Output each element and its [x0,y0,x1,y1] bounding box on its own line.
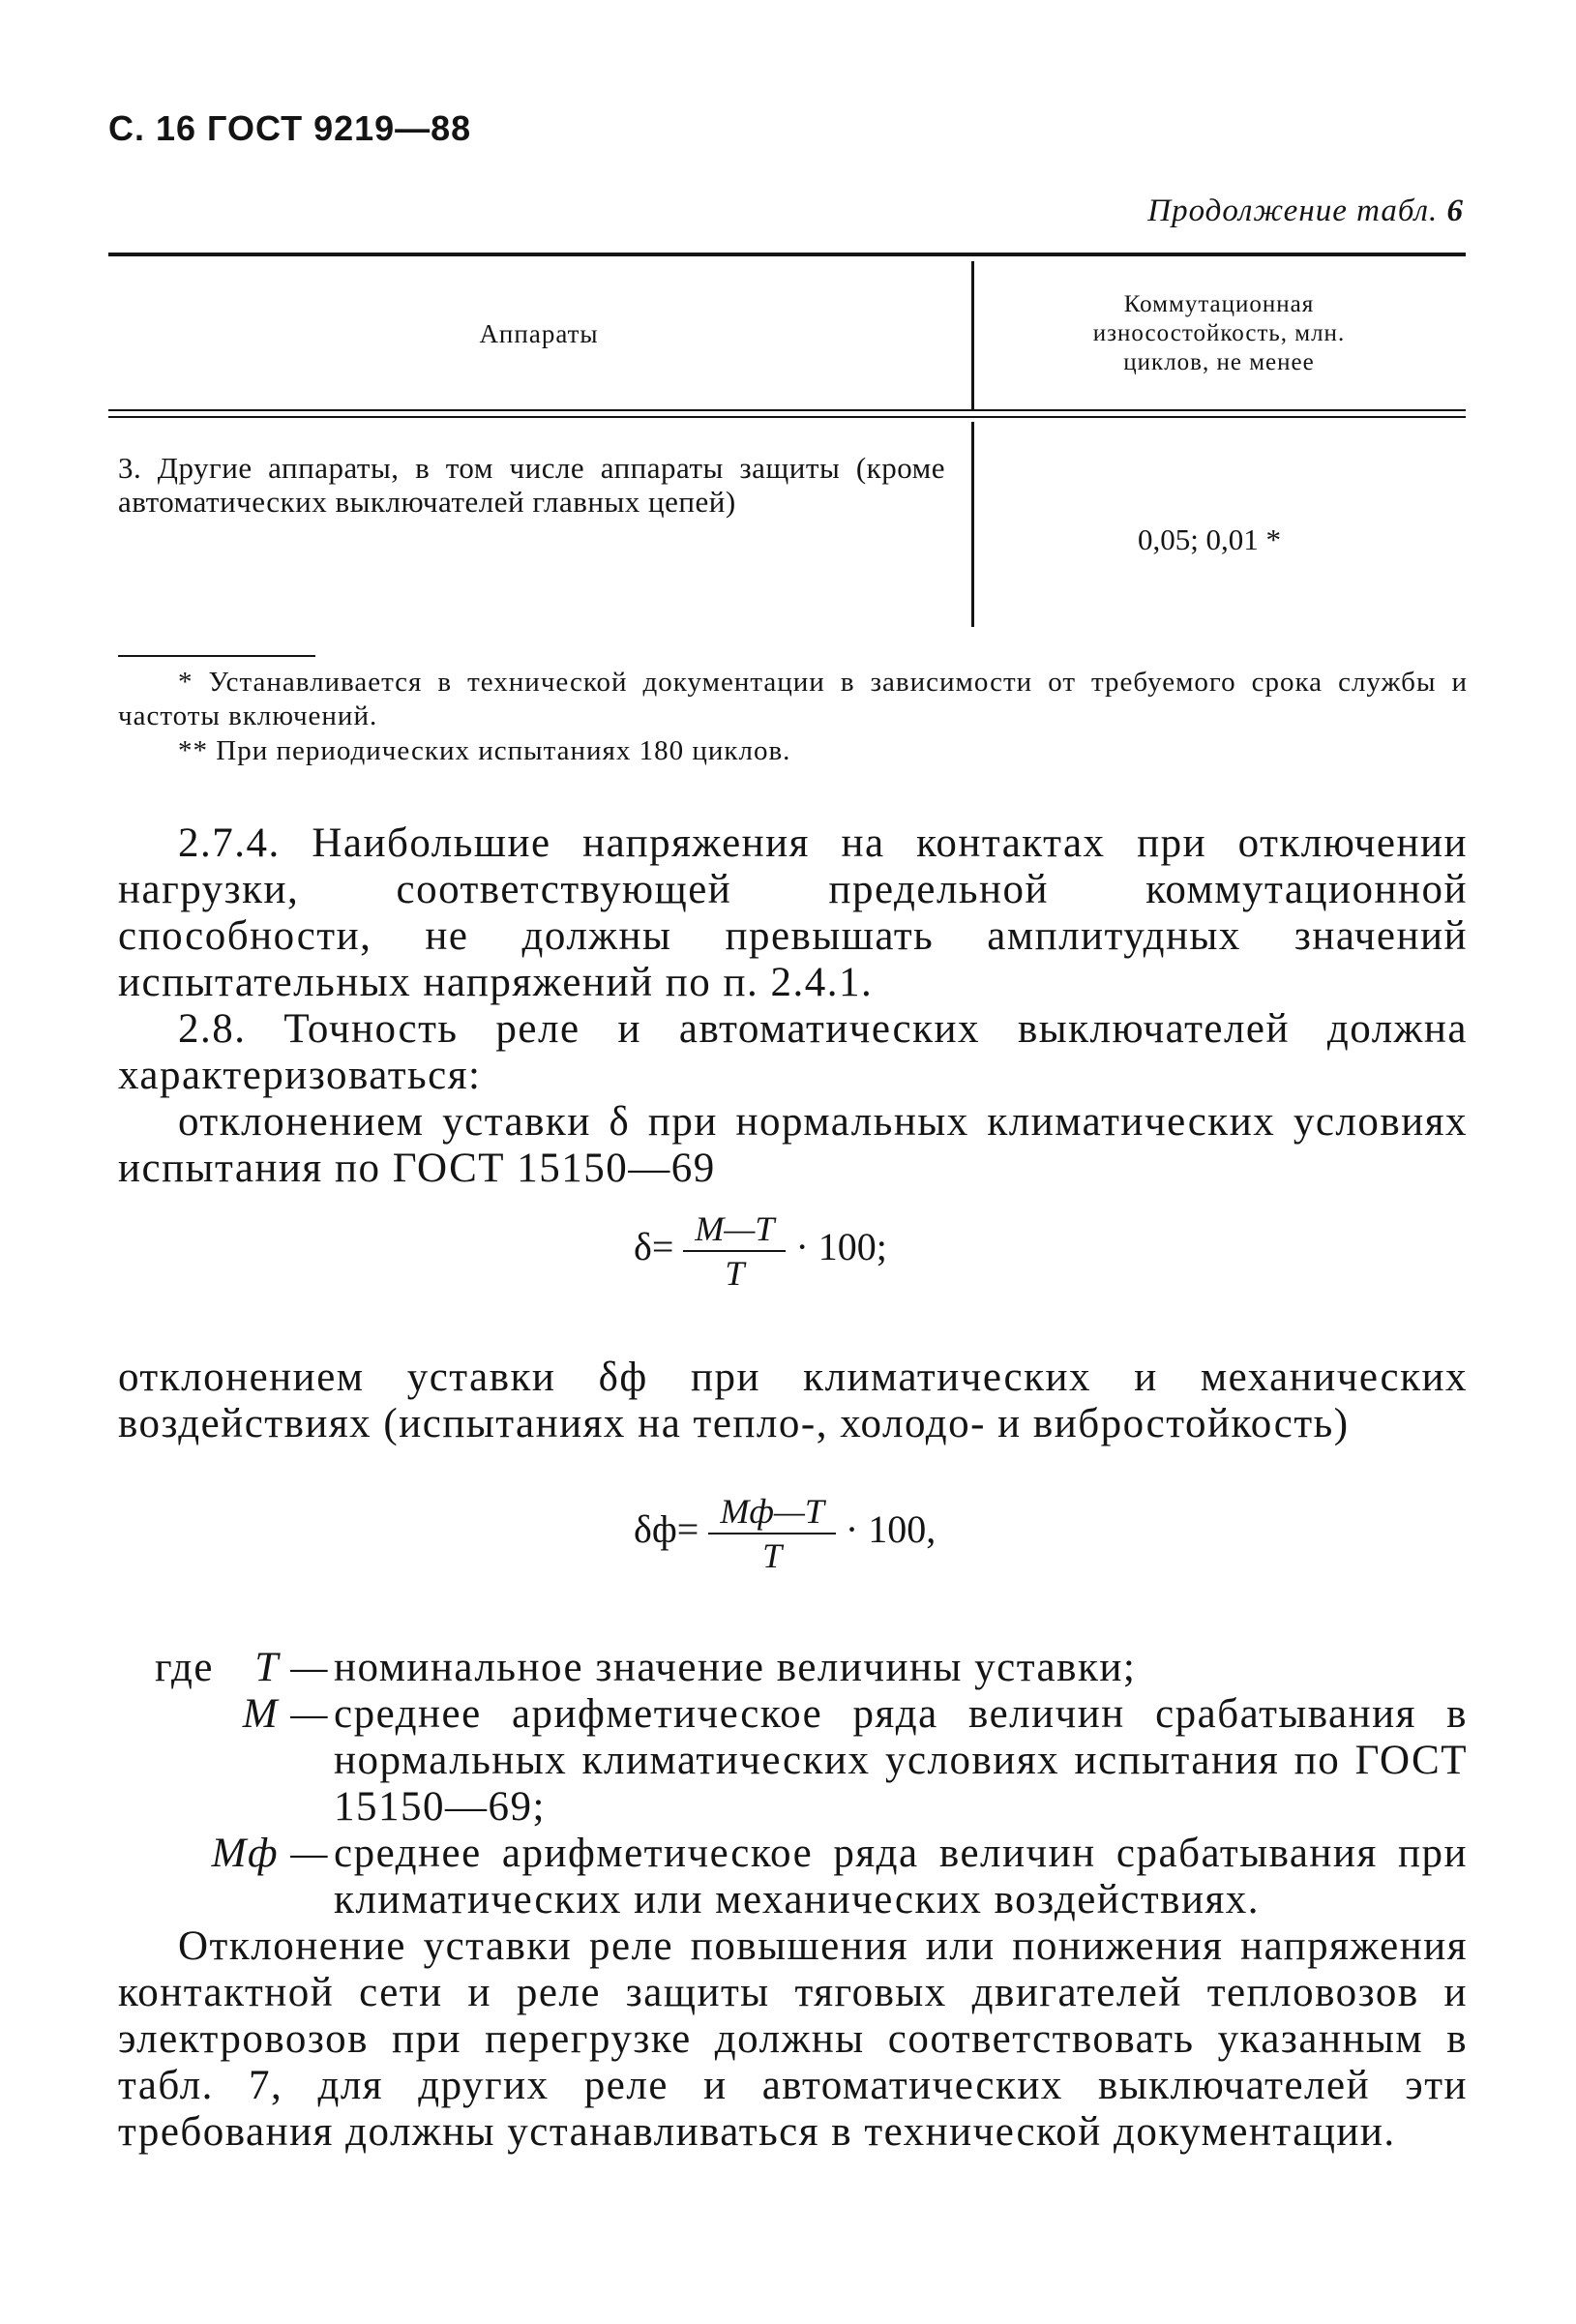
fraction [683,1207,786,1295]
definition-text: среднее арифметическое ряда величин срабатывания в нормальных климатических условиях испытания по ГОСТ 15150—69; [334,1691,1468,1830]
table-column-divider-header [971,261,974,409]
definitions-intro: где [155,1645,214,1690]
table-header-apparatus: Аппараты [479,319,599,348]
footnote-1: * Устанавливается в технической документации в зависимости от требуемого срока службы и частоты включений. [118,667,1468,731]
fraction-numerator: M—T [683,1207,786,1252]
table-number: 6 [1446,194,1464,228]
table-cell-apparatus: 3. Другие аппараты, в том числе аппараты защиты (кроме автоматических выключателей главных цепей) [118,451,945,519]
definition-text: номинальное значение величины уставки; [334,1645,1137,1690]
header-line: циклов, не менее [1123,349,1315,375]
paragraph-2-8-b: отклонением уставки δф при климатических и механических воздействиях (испытаниях на тепло-, холодо- и вибростойкость) [118,1355,1468,1446]
table-continuation-label [1147,194,1464,229]
fraction-denominator: T [725,1254,745,1293]
paragraph-2-8-a: отклонением уставки δ при нормальных климатических условиях испытания по ГОСТ 15150—69 [118,1099,1468,1191]
footnote-rule [118,655,315,657]
page-header: С. 16 ГОСТ 9219—88 [108,108,472,148]
footnote-2: ** При периодических испытаниях 180 циклов. [178,735,791,766]
paragraph-2-7-4: 2.7.4. Наибольшие напряжения на контактах при отключении нагрузки, соответствующей предельной коммутационной способности, не должны превышать амплитудных значений испытательных напряжений по п. 2.4.1. [118,820,1468,1005]
formula-lhs: δ= [634,1225,674,1269]
definition-symbol: M — [242,1691,329,1737]
formula-rhs: · 100; [795,1225,887,1269]
formula-rhs: · 100, [845,1507,937,1552]
table-header-rule-2 [108,416,1466,418]
fraction-denominator: T [762,1536,783,1575]
header-line: Коммутационная [1123,291,1315,317]
table-column-divider-body [971,422,974,627]
formula-lhs: δф= [634,1507,699,1552]
header-line: износостойкость, млн. [1092,320,1346,346]
table-top-rule [108,253,1466,256]
continuation-text: Продолжение табл. [1147,194,1439,228]
table-header-wear-resistance [977,290,1461,377]
definition-symbol: T — [254,1645,329,1690]
table-header-rule-1 [108,409,1466,411]
formula-delta [634,1207,887,1295]
definition-text: среднее арифметическое ряда величин срабатывания при климатических или механических воздействиях. [334,1831,1468,1922]
fraction-numerator: Mф—T [708,1490,836,1534]
formula-delta-f [634,1490,936,1577]
paragraph-final: Отклонение уставки реле повышения или понижения напряжения контактной сети и реле защиты тяговых двигателей тепловозов и электровозов при перегрузке должны соответствовать указанным в табл. 7, для других реле и автоматических выключателей эти требования должны устанавливаться в технической документации. [118,1923,1468,2155]
definition-symbol: Mф — [211,1831,329,1876]
fraction [708,1490,836,1577]
paragraph-2-8: 2.8. Точность реле и автоматических выключателей должна характеризоваться: [118,1006,1468,1098]
table-cell-value: 0,05; 0,01 * [1137,522,1282,556]
